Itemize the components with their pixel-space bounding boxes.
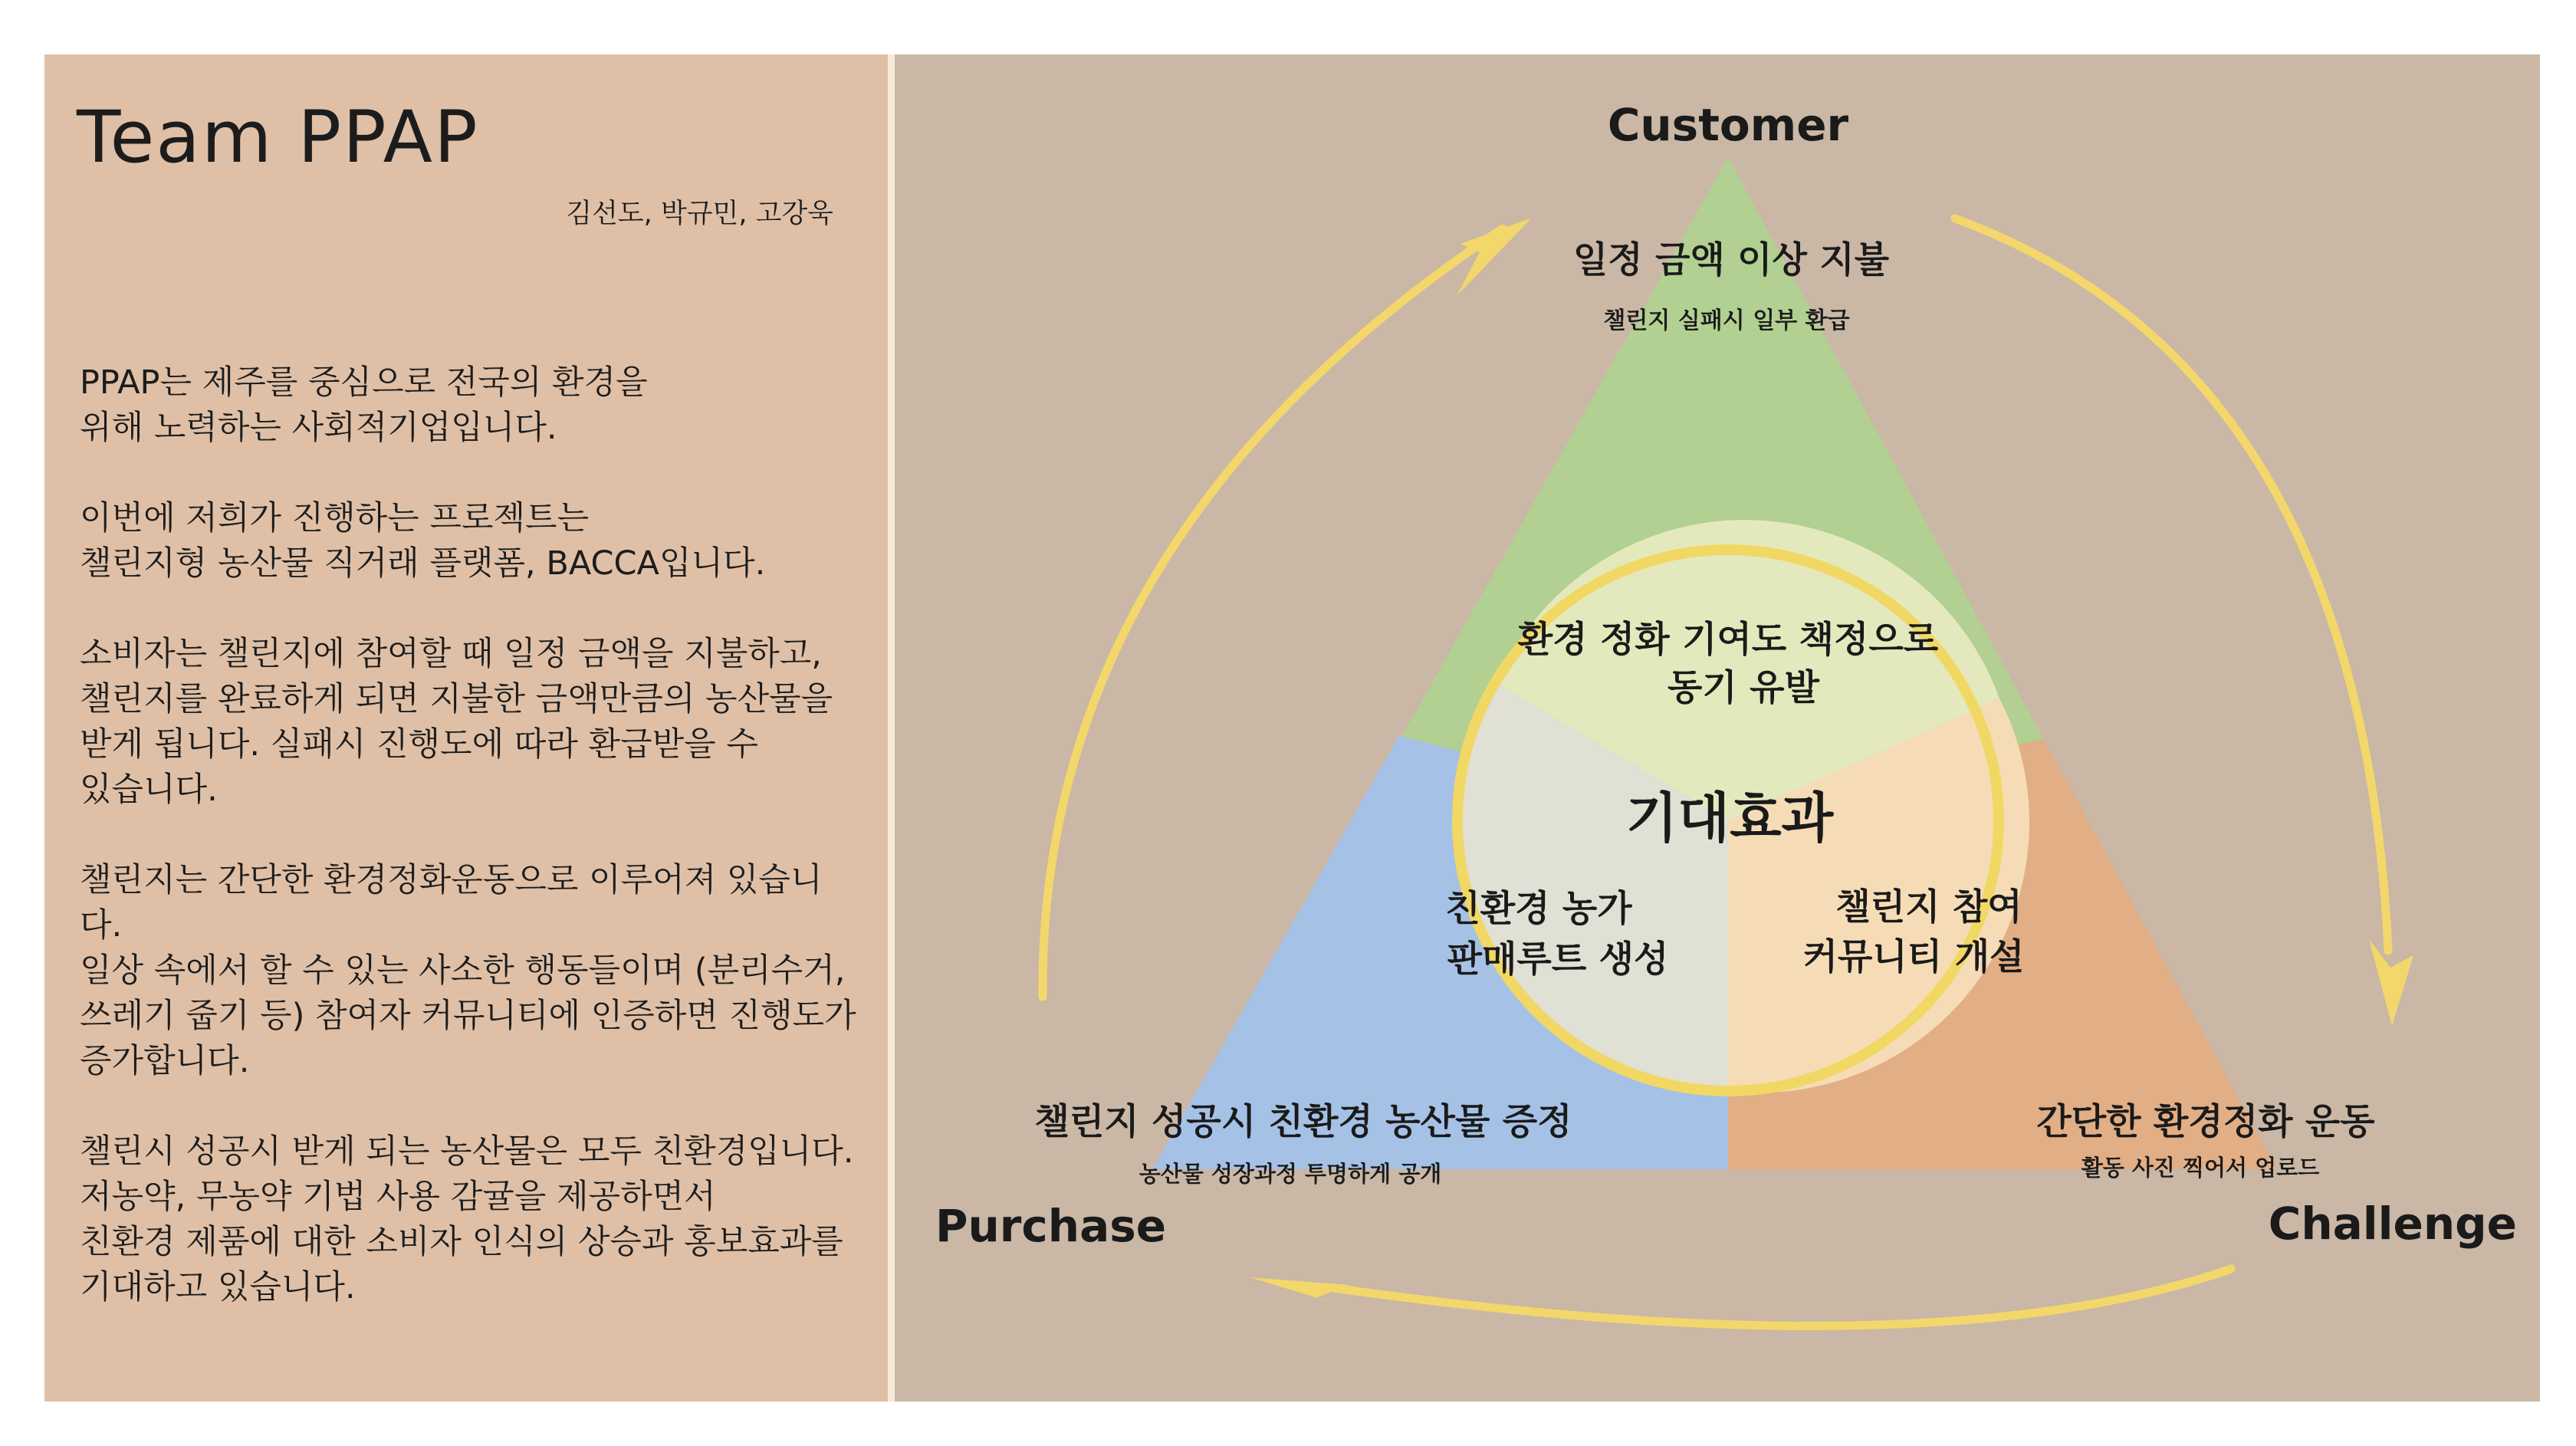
description-paragraph: 챌린시 성공시 받게 되는 농산물은 모두 친환경입니다. 저농약, 무농약 기법 사용 감귤을 제공하면서 친환경 제품에 대한 소비자 인식의 상승과 홍보효과를 기대하고 있습니다.	[80, 1132, 854, 1306]
corner-label-purchase: Purchase	[935, 1200, 1167, 1252]
challenge-title: 간단한 환경정화 운동	[2036, 1101, 2375, 1143]
description-paragraph: 소비자는 챌린지에 참여할 때 일정 금액을 지불하고, 챌린지를 완료하게 되면 지불한 금액만큼의 농산물을 받게 됩니다. 실패시 진행도에 따라 환급받을 수 있습니다.	[80, 635, 833, 809]
customer-title: 일정 금액 이상 지불	[1572, 239, 1890, 281]
description-paragraph: PPAP는 제주를 중심으로 전국의 환경을 위해 노력하는 사회적기업입니다.	[80, 363, 648, 447]
purchase-subtitle: 농산물 성장과정 투명하게 공개	[1138, 1161, 1442, 1187]
description-paragraph: 이번에 저희가 진행하는 프로젝트는 챌린지형 농산물 직거래 플랫폼, BACCA입니다.	[80, 499, 766, 583]
center-right-line1: 챌린지 참여	[1835, 886, 2022, 928]
customer-subtitle: 챌린지 실패시 일부 환급	[1603, 307, 1850, 334]
team-title: Team PPAP	[77, 96, 479, 179]
center-left-line1: 친환경 농가	[1445, 888, 1632, 930]
center-top-line1: 환경 정화 기여도 책정으로	[1517, 619, 1939, 661]
center-top-line2: 동기 유발	[1668, 667, 1819, 709]
center-title: 기대효과	[1625, 787, 1834, 850]
team-members: 김선도, 박규민, 고강욱	[566, 199, 833, 229]
arrow-challenge-to-purchase	[1334, 1269, 2231, 1326]
center-right-line2: 커뮤니티 개설	[1802, 936, 2025, 978]
corner-label-customer: Customer	[1607, 99, 1849, 151]
purchase-title: 챌린지 성공시 친환경 농산물 증정	[1034, 1101, 1572, 1143]
description-paragraph: 챌린지는 간단한 환경정화운동으로 이루어져 있습니다. 일상 속에서 할 수 있는 사소한 행동들이며 (분리수거, 쓰레기 줍기 등) 참여자 커뮤니티에 인증하면 진행도가 증가합니다.	[80, 861, 856, 1080]
corner-label-challenge: Challenge	[2268, 1198, 2517, 1250]
center-left-line2: 판매루트 생성	[1447, 938, 1669, 981]
challenge-subtitle: 활동 사진 찍어서 업로드	[2081, 1155, 2320, 1181]
